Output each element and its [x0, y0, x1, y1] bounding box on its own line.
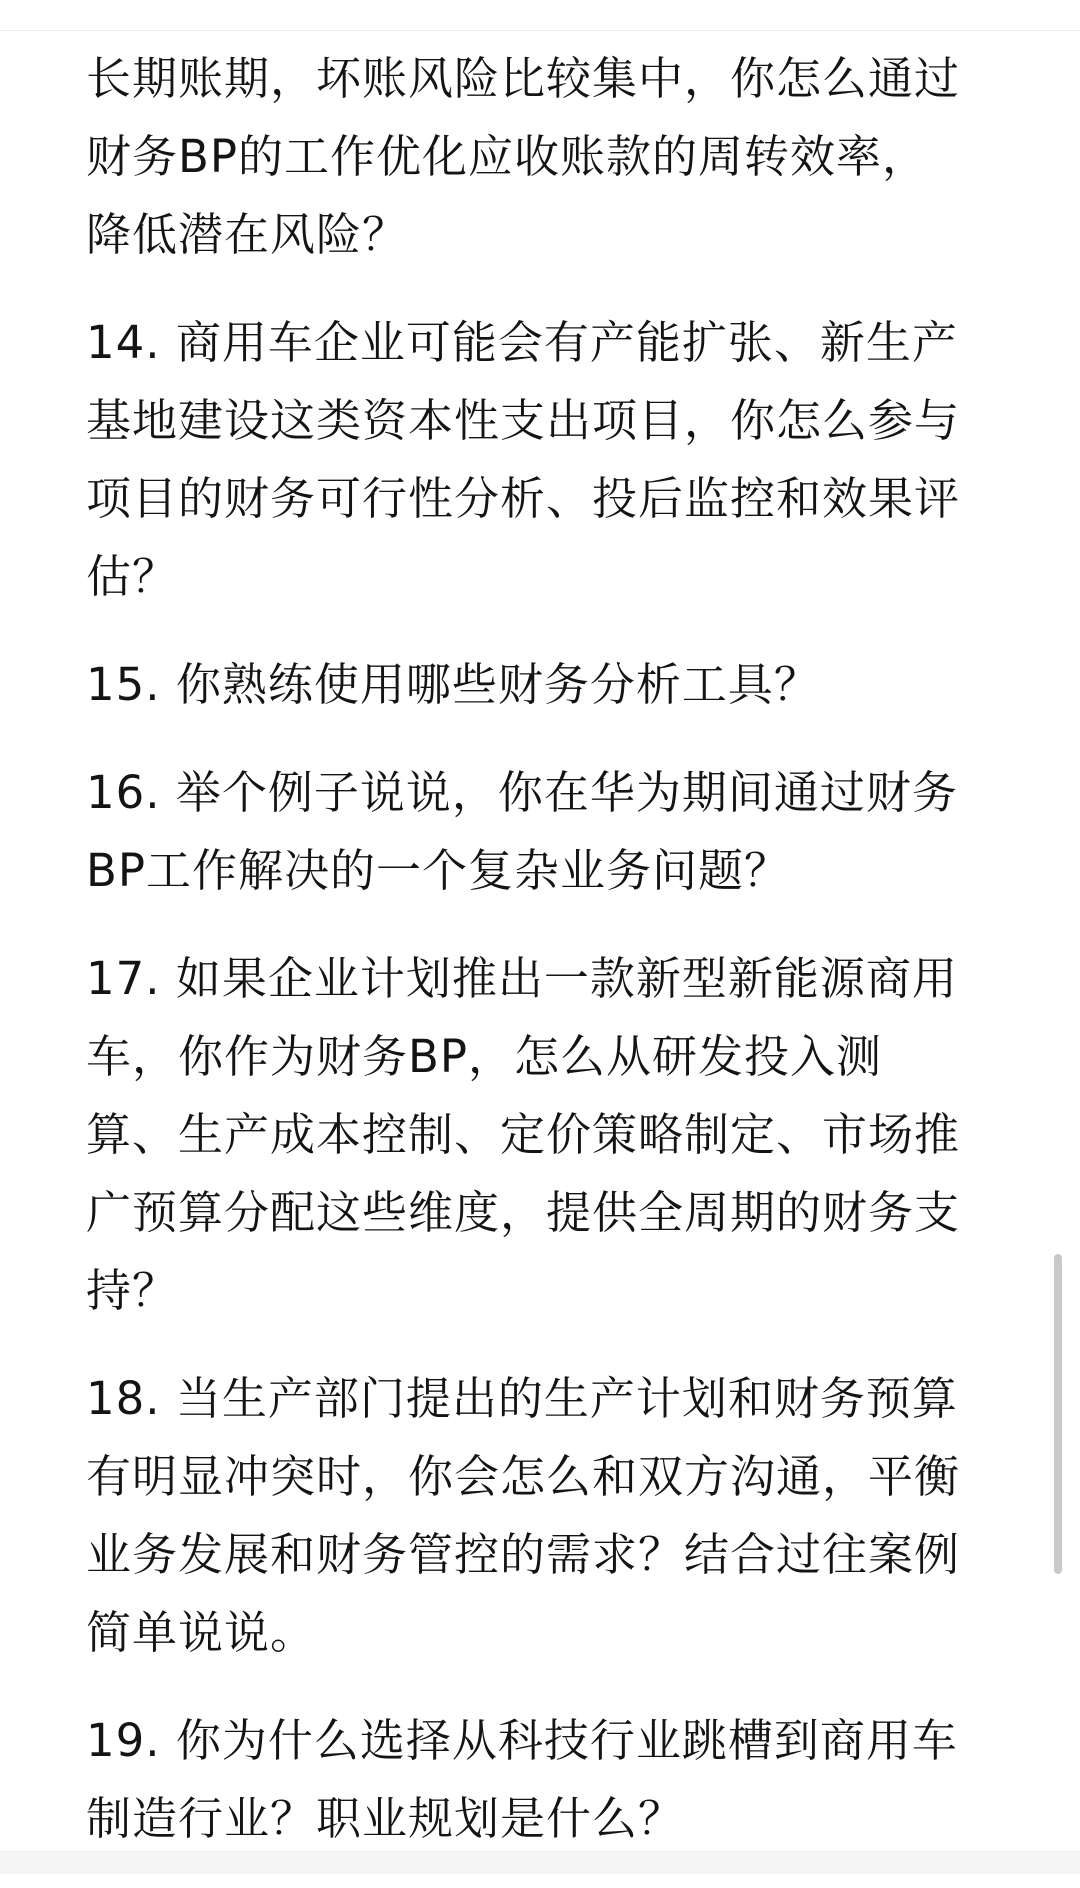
question-14: 14. 商用车企业可能会有产能扩张、新生产 基地建设这类资本性支出项目，你怎么参与 项目的财务可行性分析、投后监控和效果评 估？ — [86, 316, 961, 603]
scrollbar-thumb[interactable] — [1054, 1254, 1062, 1574]
top-divider — [0, 0, 1080, 31]
bottom-bar — [0, 1851, 1080, 1874]
paragraph-13-continuation: 长期账期，坏账风险比较集中，你怎么通过 财务BP的工作优化应收账款的周转效率， 降低潜在风险？ — [86, 52, 961, 261]
question-15: 15. 你熟练使用哪些财务分析工具？ — [86, 658, 820, 711]
question-17: 17. 如果企业计划推出一款新型新能源商用 车，你作为财务BP，怎么从研发投入测 算、生产成本控制、定价策略制定、市场推 广预算分配这些维度，提供全周期的财务支 持？ — [86, 952, 961, 1317]
question-18: 18. 当生产部门提出的生产计划和财务预算 有明显冲突时，你会怎么和双方沟通，平衡 业务发展和财务管控的需求？结合过往案例 简单说说。 — [86, 1372, 961, 1659]
question-16: 16. 举个例子说说，你在华为期间通过财务 BP工作解决的一个复杂业务问题？ — [86, 766, 958, 897]
question-19: 19. 你为什么选择从科技行业跳槽到商用车 制造行业？职业规划是什么？ — [86, 1714, 958, 1845]
document-body — [86, 40, 996, 1888]
